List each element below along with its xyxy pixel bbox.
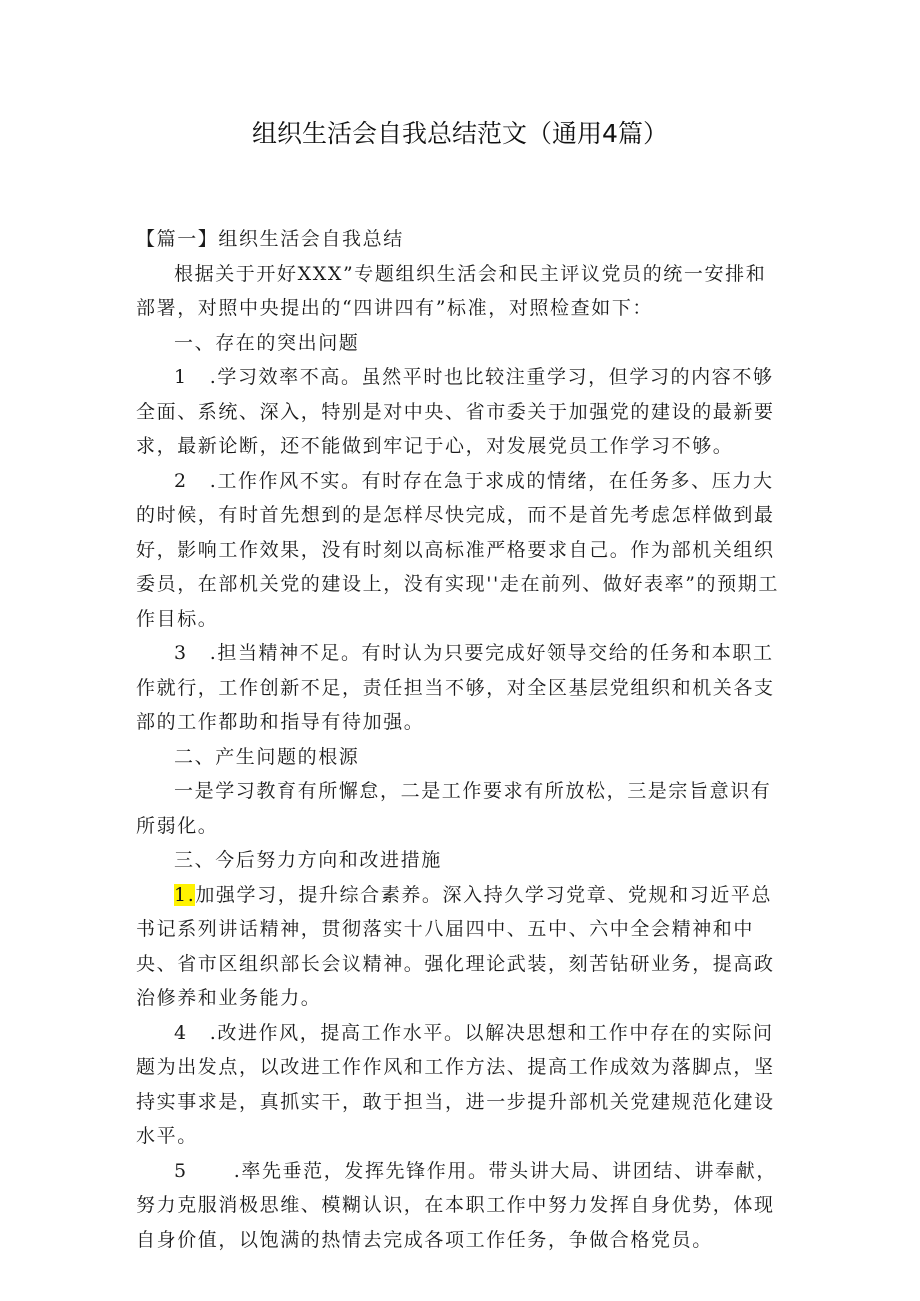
measure-paragraph-2 — [136, 1016, 786, 1154]
measure-3-text: .率先垂范，发挥先锋作用。带头讲大局、讲团结、讲奉献，努力克服消极思维、模糊认识，在本职工作中努力发挥自身优势，体现自身价值，以饱满的热情去完成各项工作任务，争做合格党员。 — [136, 1159, 777, 1251]
document-title: 组织生活会自我总结范文（通用4篇） — [252, 119, 668, 148]
problem-3-number: 3 — [174, 642, 188, 664]
section-heading: 【篇一】组织生活会自我总结 — [136, 228, 404, 250]
part1-heading: 一、存在的突出问题 — [174, 331, 360, 354]
measure-1-number-highlight: 1. — [174, 883, 196, 906]
problem-3-text: .担当精神不足。有时认为只要完成好领导交给的任务和本职工作就行，工作创新不足，责任担当不够，对全区基层党组织和机关各支部的工作都助和指导有待加强。 — [136, 642, 775, 733]
root-cause-paragraph: 一是学习教育有所懈怠，二是工作要求有所放松，三是宗旨意识有所弱化。 — [136, 780, 772, 837]
measure-paragraph-1 — [136, 878, 786, 1016]
part3-heading: 三、今后努力方向和改进措施 — [174, 849, 442, 871]
problem-1-number: 1 — [174, 366, 188, 388]
problem-paragraph-2 — [136, 464, 786, 637]
measure-3-number: 5 — [174, 1159, 188, 1182]
problem-1-text: .学习效率不高。虽然平时也比较注重学习，但学习的内容不够全面、系统、深入，特别是对中央、省市委关于加强党的建设的最新要求，最新论断，还不能做到牢记于心，对发展党员工作学习不够。 — [136, 366, 775, 457]
problem-2-number: 2 — [174, 469, 188, 492]
measure-1-text: 加强学习，提升综合素养。深入持久学习党章、党规和习近平总书记系列讲话精神，贯彻落实十八届四中、五中、六中全会精神和中央、省市区组织部长会议精神。强化理论武装，刻苦钻研业务，提高政治修养和业务能力。 — [136, 883, 775, 1009]
measure-2-text: .改进作风，提高工作水平。以解决思想和工作中存在的实际问题为出发点，以改进工作作风和工作方法、提高工作成效为落脚点，坚持实事求是，真抓实干，敢于担当，进一步提升部机关党建规范化建设水平。 — [136, 1021, 775, 1147]
problem-paragraph-1 — [136, 360, 786, 464]
problem-paragraph-3 — [136, 636, 786, 740]
problem-2-text: .工作作风不实。有时存在急于求成的情绪，在任务多、压力大的时候，有时首先想到的是怎样尽快完成，而不是首先考虑怎样做到最好，影响工作效果，没有时刻以高标准严格要求自己。作为部机关组织委员，在部机关党的建设上，没有实现''走在前列、做好表率”的预期工作目标。 — [136, 469, 779, 630]
measure-paragraph-3 — [136, 1154, 786, 1258]
measure-2-number: 4 — [174, 1021, 188, 1044]
document-body — [136, 222, 786, 1257]
part2-heading: 二、产生问题的根源 — [174, 745, 360, 768]
intro-paragraph: 根据关于开好XXX”专题组织生活会和民主评议党员的统一安排和部署，对照中央提出的“四讲四有”标准，对照检查如下： — [136, 262, 767, 319]
